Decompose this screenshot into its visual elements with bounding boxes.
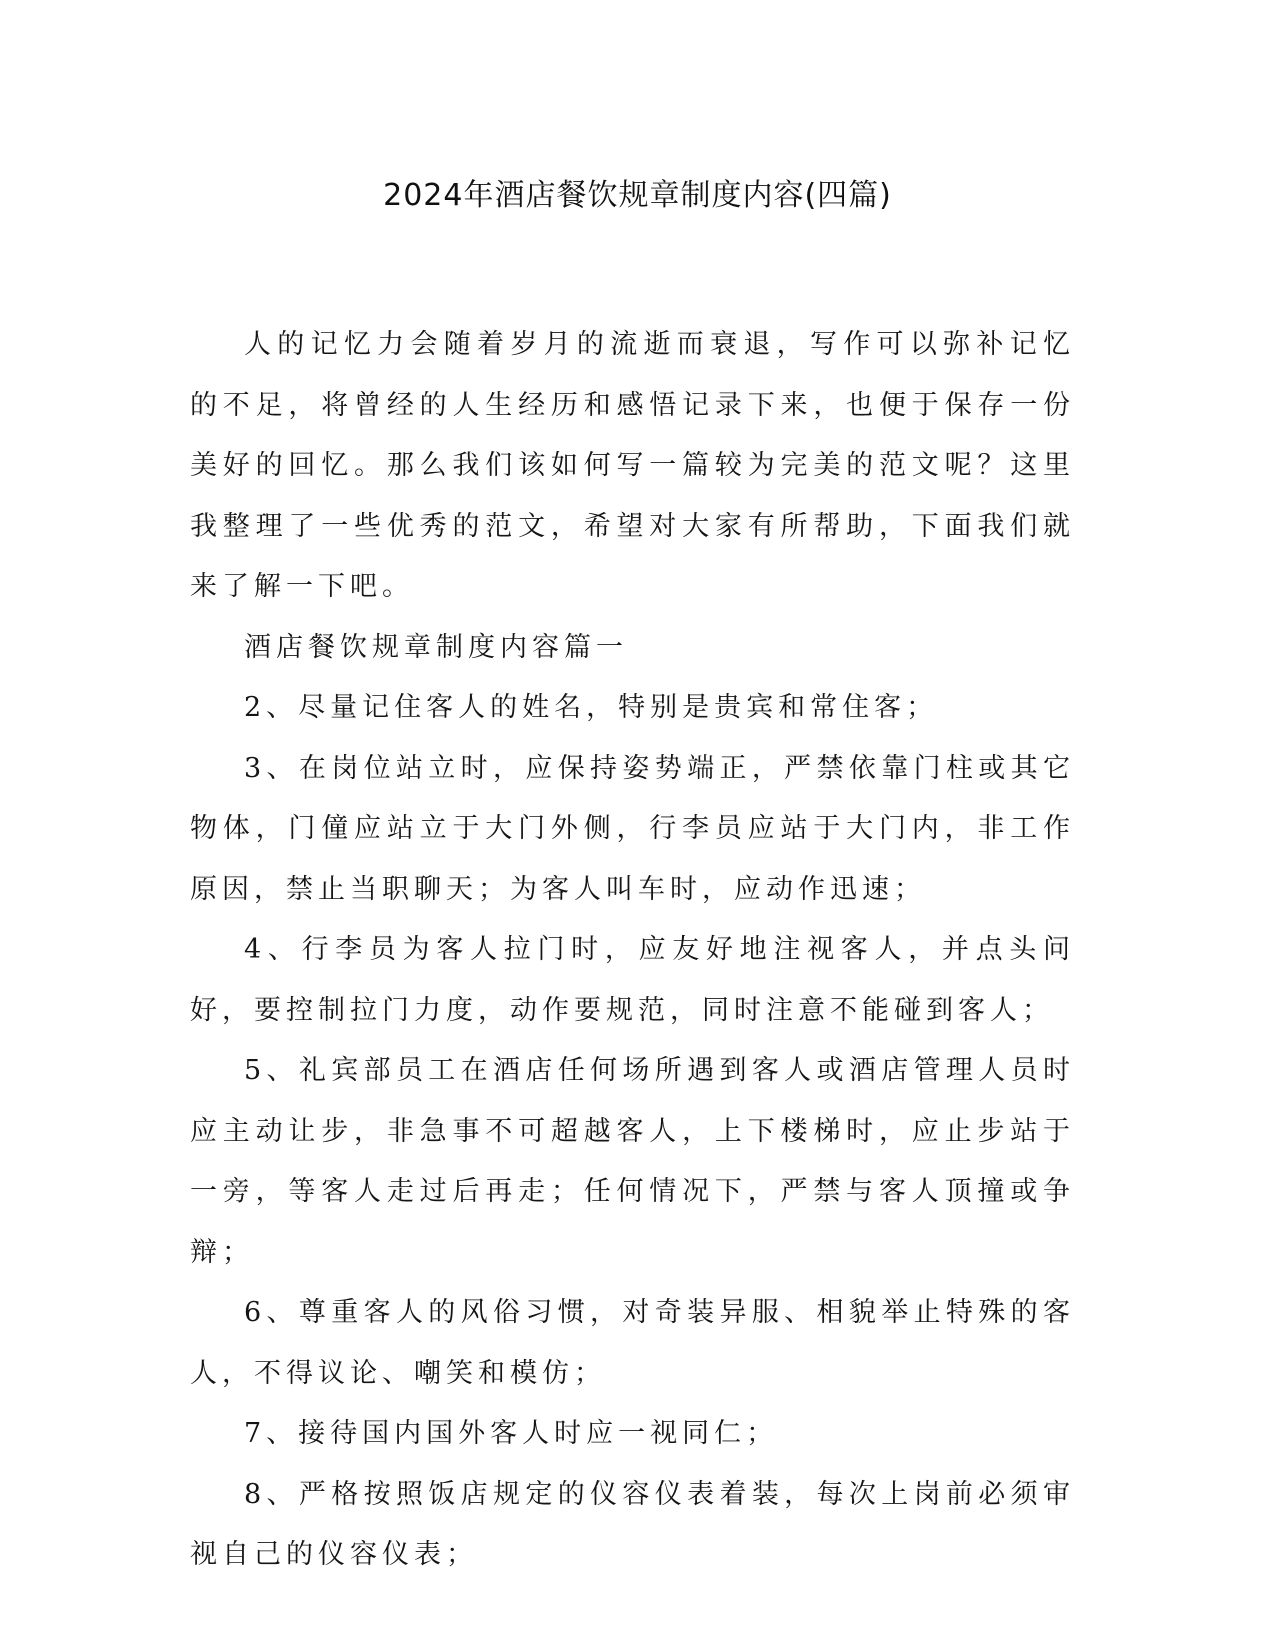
intro-paragraph: 人的记忆力会随着岁月的流逝而衰退，写作可以弥补记忆的不足，将曾经的人生经历和感悟记录下来，也便于保存一份美好的回忆。那么我们该如何写一篇较为完美的范文呢？这里我整理了一些优秀的范文，希望对大家有所帮助，下面我们就来了解一下吧。 [190,329,1075,602]
rule-item-6: 6、尊重客人的风俗习惯，对奇装异服、相貌举止特殊的客人，不得议论、嘲笑和模仿； [190,1297,1075,1389]
rule-item-7: 7、接待国内国外客人时应一视同仁； [244,1418,779,1449]
rule-item-3: 3、在岗位站立时，应保持姿势端正，严禁依靠门柱或其它物体，门僮应站立于大门外侧，行李员应站于大门内，非工作原因，禁止当职聊天；为客人叫车时，应动作迅速； [190,752,1075,905]
document-body [190,315,1075,1586]
rule-item-4: 4、行李员为客人拉门时，应友好地注视客人，并点头问好，要控制拉门力度，动作要规范，同时注意不能碰到客人； [190,934,1075,1026]
rule-item-5: 5、礼宾部员工在酒店任何场所遇到客人或酒店管理人员时应主动让步，非急事不可超越客人，上下楼梯时，应止步站于一旁，等客人走过后再走；任何情况下，严禁与客人顶撞或争辩； [190,1055,1075,1268]
rule-item-8: 8、严格按照饭店规定的仪容仪表着装，每次上岗前必须审视自己的仪容仪表； [190,1478,1075,1570]
section-heading: 酒店餐饮规章制度内容篇一 [244,631,628,663]
rule-item-2: 2、尽量记住客人的姓名，特别是贵宾和常住客； [244,692,939,723]
document-title: 2024年酒店餐饮规章制度内容(四篇) [383,178,892,213]
